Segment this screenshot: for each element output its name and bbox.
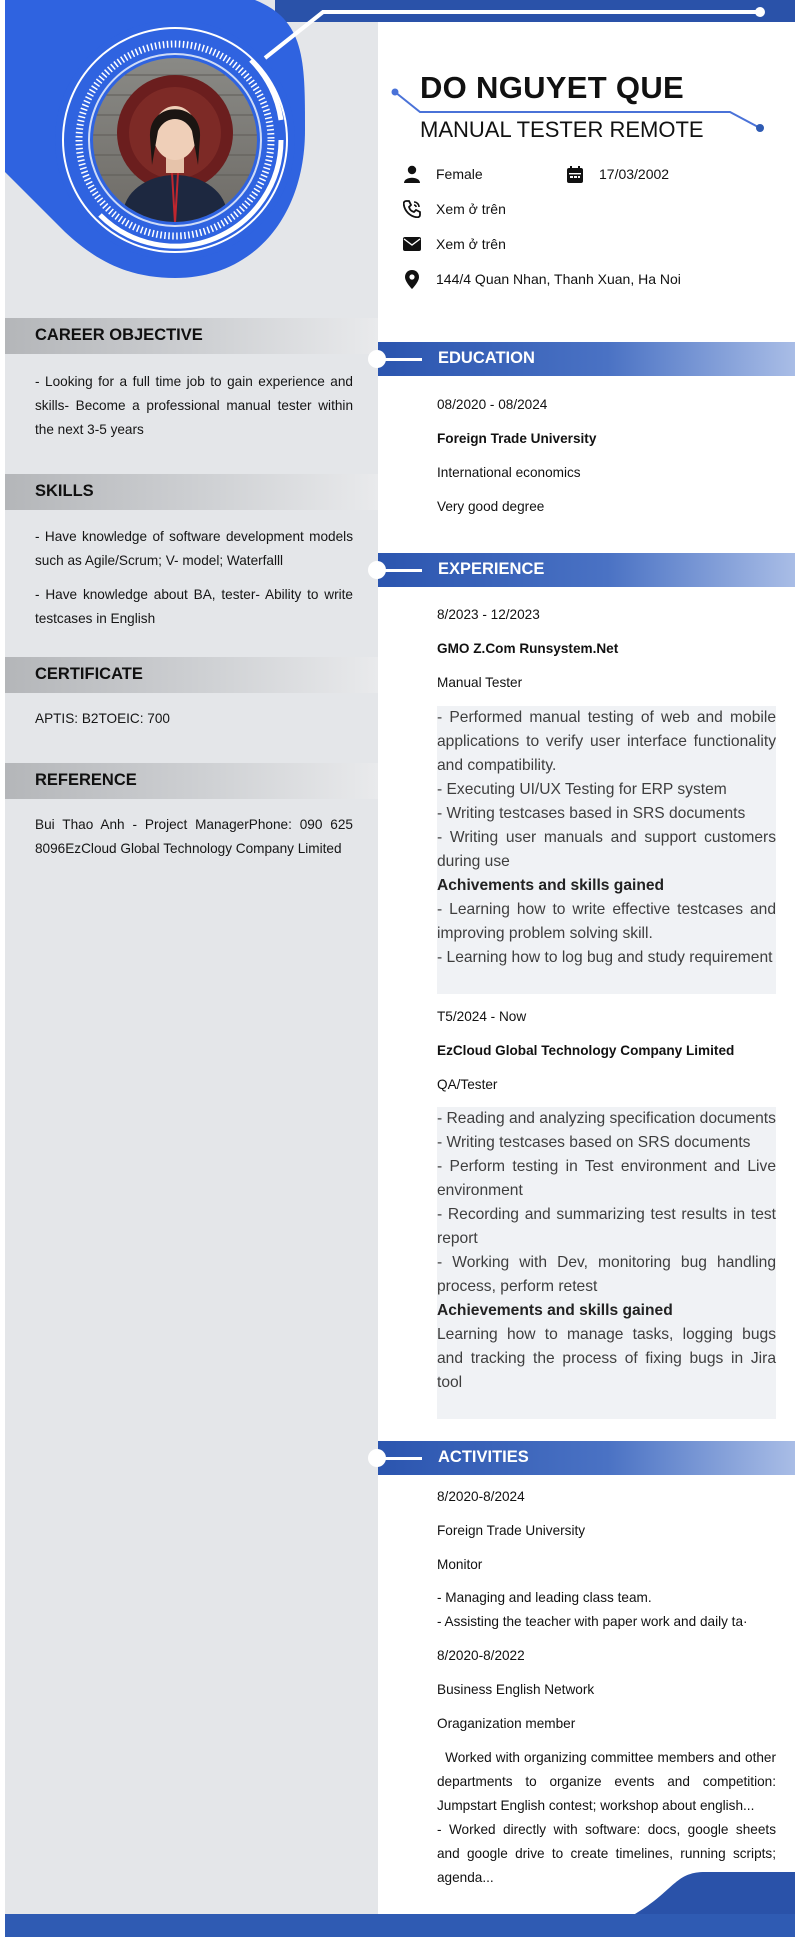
- person-icon: [402, 164, 422, 184]
- skills-header: [5, 474, 378, 510]
- job-description: [437, 706, 776, 994]
- candidate-title: MANUAL TESTER REMOTE: [420, 117, 704, 142]
- certificate-title: CERTIFICATE: [35, 665, 143, 683]
- gender-value: Female: [436, 166, 483, 182]
- job-period: T5/2024 - Now: [437, 1009, 527, 1024]
- job-period: 8/2023 - 12/2023: [437, 607, 540, 622]
- activity-item: - Managing and leading class team.: [437, 1590, 652, 1605]
- phone-row: [402, 198, 506, 220]
- job-task: - Writing user manuals and support customers during use: [437, 829, 776, 870]
- achievement-item: - Learning how to write effective testcases and improving problem solving skill.: [437, 901, 776, 942]
- address-value: 144/4 Quan Nhan, Thanh Xuan, Ha Noi: [436, 271, 681, 287]
- gender-row: [402, 163, 483, 185]
- job-task: - Executing UI/UX Testing for ERP system: [437, 781, 727, 798]
- education-period: 08/2020 - 08/2024: [437, 397, 548, 412]
- achievements-title: Achivements and skills gained: [437, 877, 665, 894]
- career-objective-title: CAREER OBJECTIVE: [35, 326, 203, 344]
- education-title: EDUCATION: [438, 349, 535, 367]
- skills-item: - Have knowledge about BA, tester- Ability to write testcases in English: [35, 587, 353, 626]
- education-major: International economics: [437, 465, 581, 480]
- activity-role: Monitor: [437, 1557, 483, 1572]
- activity-item: - Worked directly with software: docs, google sheets and google drive to create timelines, running scripts; agenda...: [437, 1822, 776, 1885]
- activity-period: 8/2020-8/2024: [437, 1489, 525, 1504]
- certificate-text: APTIS: B2TOEIC: 700: [35, 711, 170, 726]
- experience-header: [378, 553, 795, 587]
- skills-item: - Have knowledge of software development models such as Agile/Scrum; V- model; Waterfalll: [35, 529, 353, 568]
- profile-photo: [90, 55, 260, 225]
- activity-org: Foreign Trade University: [437, 1523, 586, 1538]
- achievements-title: Achievements and skills gained: [437, 1302, 673, 1319]
- activity-period: 8/2020-8/2022: [437, 1648, 525, 1663]
- education-degree: Very good degree: [437, 499, 545, 514]
- activities-header: [378, 1441, 795, 1475]
- footer-bar: [5, 1914, 795, 1937]
- phone-value: Xem ở trên: [436, 201, 506, 217]
- job-task: - Performed manual testing of web and mobile applications to verify user interface functionality and compatibility.: [437, 709, 776, 774]
- activity-org: Business English Network: [437, 1682, 595, 1697]
- career-objective-header: [5, 318, 378, 354]
- activity-item: - Assisting the teacher with paper work and daily ta·: [437, 1614, 748, 1629]
- activities-title: ACTIVITIES: [438, 1448, 529, 1466]
- job-company: EzCloud Global Technology Company Limited: [437, 1043, 735, 1058]
- candidate-name: DO NGUYET QUE: [420, 70, 684, 105]
- achievement-item: Learning how to manage tasks, logging bugs and tracking the process of fixing bugs in Jira tool: [437, 1326, 776, 1391]
- birthday-value: 17/03/2002: [599, 166, 670, 182]
- location-pin-icon: [402, 269, 422, 289]
- cv-page: [5, 0, 795, 1937]
- job-task: - Recording and summarizing test results in test report: [437, 1206, 776, 1247]
- job-description: [437, 1107, 776, 1419]
- email-row: [402, 233, 506, 255]
- achievement-item: - Learning how to log bug and study requirement: [437, 949, 773, 966]
- address-row: [402, 268, 681, 290]
- reference-header: [5, 763, 378, 799]
- skills-title: SKILLS: [35, 482, 94, 500]
- phone-icon: [402, 199, 422, 219]
- reference-text: Bui Thao Anh - Project ManagerPhone: 090 625 8096EzCloud Global Technology Company Limited: [35, 817, 353, 856]
- calendar-icon: [565, 164, 585, 184]
- job-task: - Perform testing in Test environment and Live environment: [437, 1158, 776, 1199]
- job-task: - Reading and analyzing specification documents: [437, 1110, 776, 1127]
- education-school: Foreign Trade University: [437, 431, 597, 446]
- career-objective-text: - Looking for a full time job to gain experience and skills- Become a professional manual tester within the next 3-5 years: [35, 374, 353, 437]
- experience-title: EXPERIENCE: [438, 560, 545, 578]
- activity-item: Worked with organizing committee members and other departments to organize events and competition: Jumpstart English contest; workshop about english...: [437, 1750, 780, 1813]
- job-company: GMO Z.Com Runsystem.Net: [437, 641, 619, 656]
- activity-role: Oraganization member: [437, 1716, 576, 1731]
- education-header: [378, 342, 795, 376]
- job-task: - Writing testcases based in SRS documents: [437, 805, 746, 822]
- job-task: - Writing testcases based on SRS documents: [437, 1134, 751, 1151]
- job-role: QA/Tester: [437, 1077, 498, 1092]
- envelope-icon: [402, 234, 422, 254]
- activity-description: [437, 1586, 776, 1634]
- reference-title: REFERENCE: [35, 771, 137, 789]
- email-value: Xem ở trên: [436, 236, 506, 252]
- birthday-row: [565, 163, 669, 185]
- job-task: - Working with Dev, monitoring bug handling process, perform retest: [437, 1254, 776, 1295]
- certificate-header: [5, 657, 378, 693]
- job-role: Manual Tester: [437, 675, 523, 690]
